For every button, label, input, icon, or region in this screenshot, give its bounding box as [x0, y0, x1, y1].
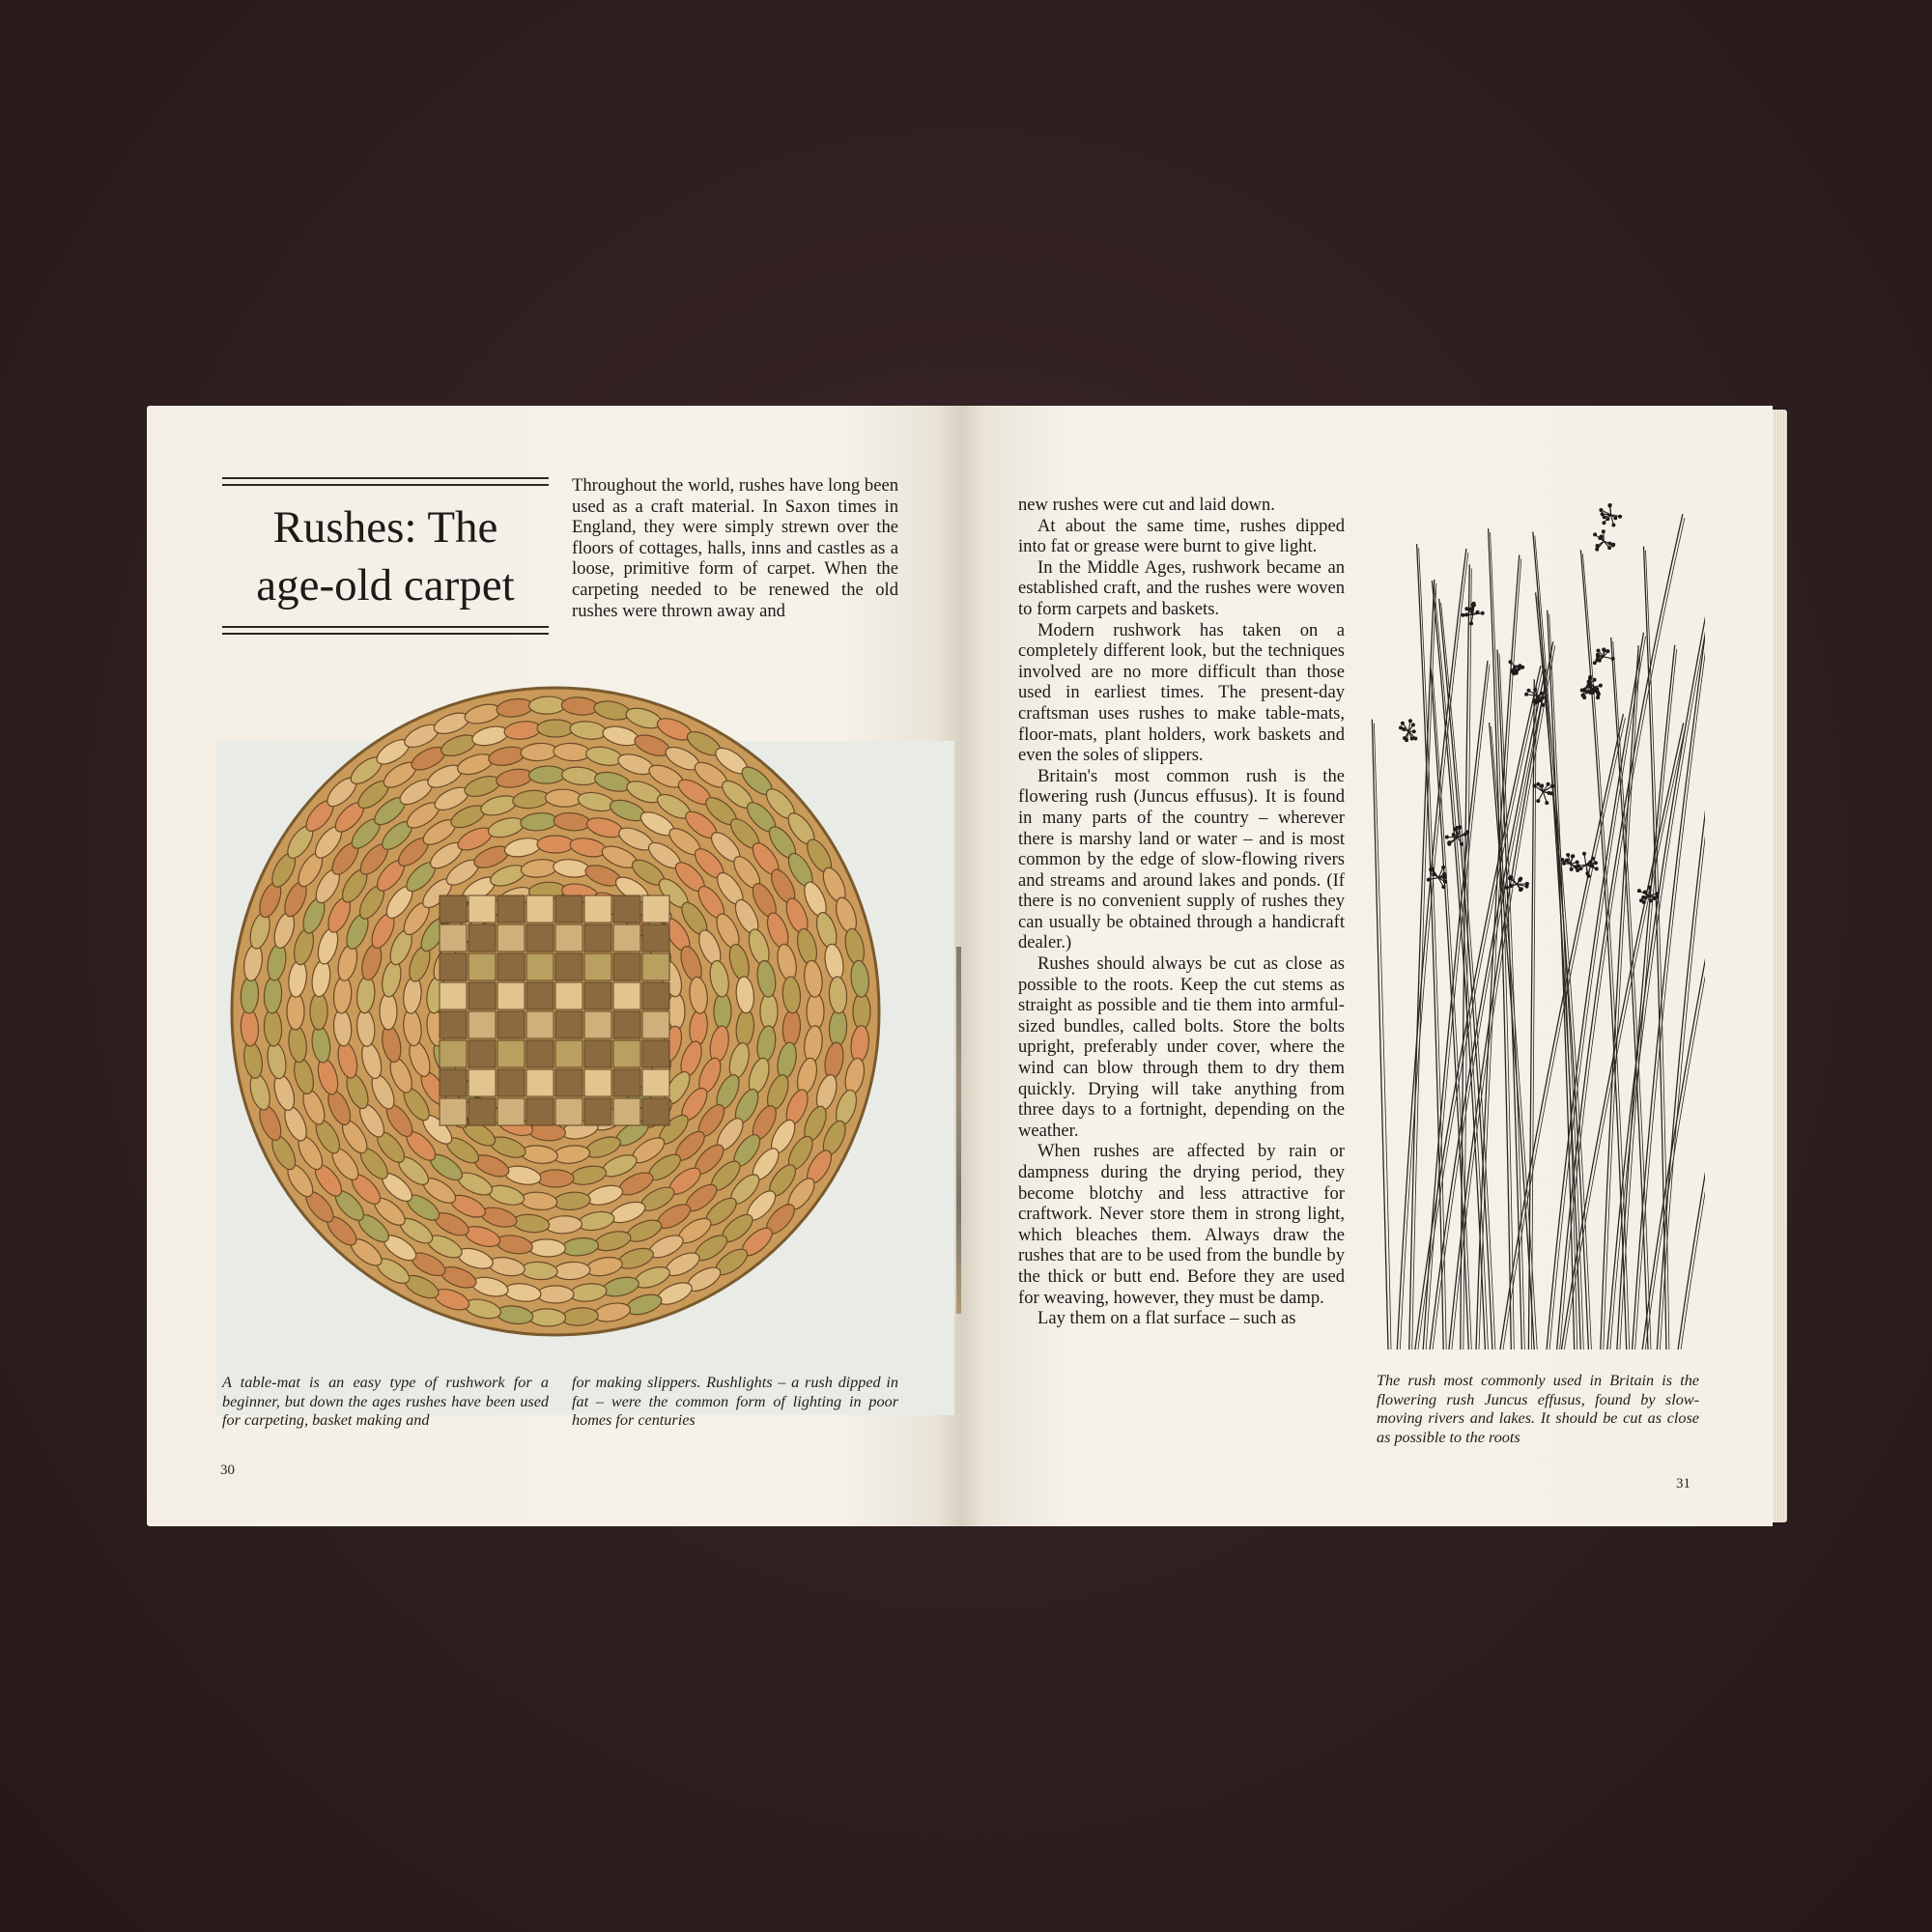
- title-top-rules: [222, 477, 549, 491]
- page-number-right: 31: [1676, 1476, 1690, 1492]
- page-number-left: 30: [220, 1463, 235, 1478]
- mat-caption-part-1: A table-mat is an easy type of rushwork for a beginner, but down the ages rushes have been used for carpeting, basket making and: [222, 1374, 549, 1430]
- left-page: [147, 406, 961, 1526]
- right-page: [961, 406, 1773, 1526]
- main-column: [1018, 495, 1345, 1329]
- paragraph-4: Modern rushwork has taken on a completely different look, but the techniques involved are no more difficult than those used in earliest times. The present-day craftsman uses rushes to make table-mats, floor-mats, plant holders, work baskets and even the soles of slippers.: [1018, 619, 1345, 766]
- paragraph-7: When rushes are affected by rain or dampness during the drying period, they become blotchy and less attractive for craftwork. Never store them in strong light, which bleaches them. Always draw the rushes that are to be used from the bundle by the thick or butt end. Before they are used for weaving, however, they must be damp.: [1018, 1141, 1345, 1308]
- title-line-2: age-old carpet: [256, 560, 515, 611]
- page-block-edge: [1773, 410, 1787, 1522]
- rush-caption: The rush most commonly used in Britain is the flowering rush Juncus effusus, found by slow-moving rivers and lakes. It should be cut as close as possible to the roots: [1377, 1372, 1699, 1446]
- paragraph-1: new rushes were cut and laid down.: [1018, 495, 1275, 515]
- title-bottom-rules: [222, 626, 549, 639]
- paragraph-5: Britain's most common rush is the flowering rush (Juncus effusus). It is found in many parts of the country – wherever there is marshy land or water – and is most common by the edge of slow-flowing rivers and streams and around lakes and ponds. (If there is no convenient supply of rushes they can usually be obtained through a handicraft dealer.): [1018, 765, 1345, 953]
- paragraph-8: Lay them on a flat surface – such as: [1037, 1308, 1296, 1329]
- title-line-1: Rushes: The: [272, 502, 498, 553]
- woven-rush-table-mat-illustration: [213, 678, 898, 1345]
- book-spread: [147, 406, 1787, 1526]
- intro-paragraph: Throughout the world, rushes have long been used as a craft material. In Saxon times in England, they were simply strewn over the floors of cottages, halls, inns and castles as a loose, primitive form of carpet. When the carpeting needed to be renewed the old rushes were thrown away and: [572, 475, 898, 621]
- flowering-rush-illustration: [1367, 475, 1705, 1354]
- article-title: [222, 498, 549, 614]
- intro-column: [572, 475, 898, 621]
- paragraph-2: At about the same time, rushes dipped into fat or grease were burnt to give light.: [1018, 515, 1345, 557]
- paragraph-3: In the Middle Ages, rushwork became an established craft, and the rushes were woven to form carpets and baskets.: [1018, 556, 1345, 619]
- mat-caption-part-2: for making slippers. Rushlights – a rush dipped in fat – were the common form of lighting in poor homes for centuries: [572, 1374, 898, 1430]
- paragraph-6: Rushes should always be cut as close as possible to the roots. Keep the cut stems as straight as possible and tie them into armful-sized bundles, called bolts. Store the bolts upright, preferably under cover, where the wind can blow through them to dry them quickly. Drying will take anything from three days to a fortnight, depending on the weather.: [1018, 953, 1345, 1141]
